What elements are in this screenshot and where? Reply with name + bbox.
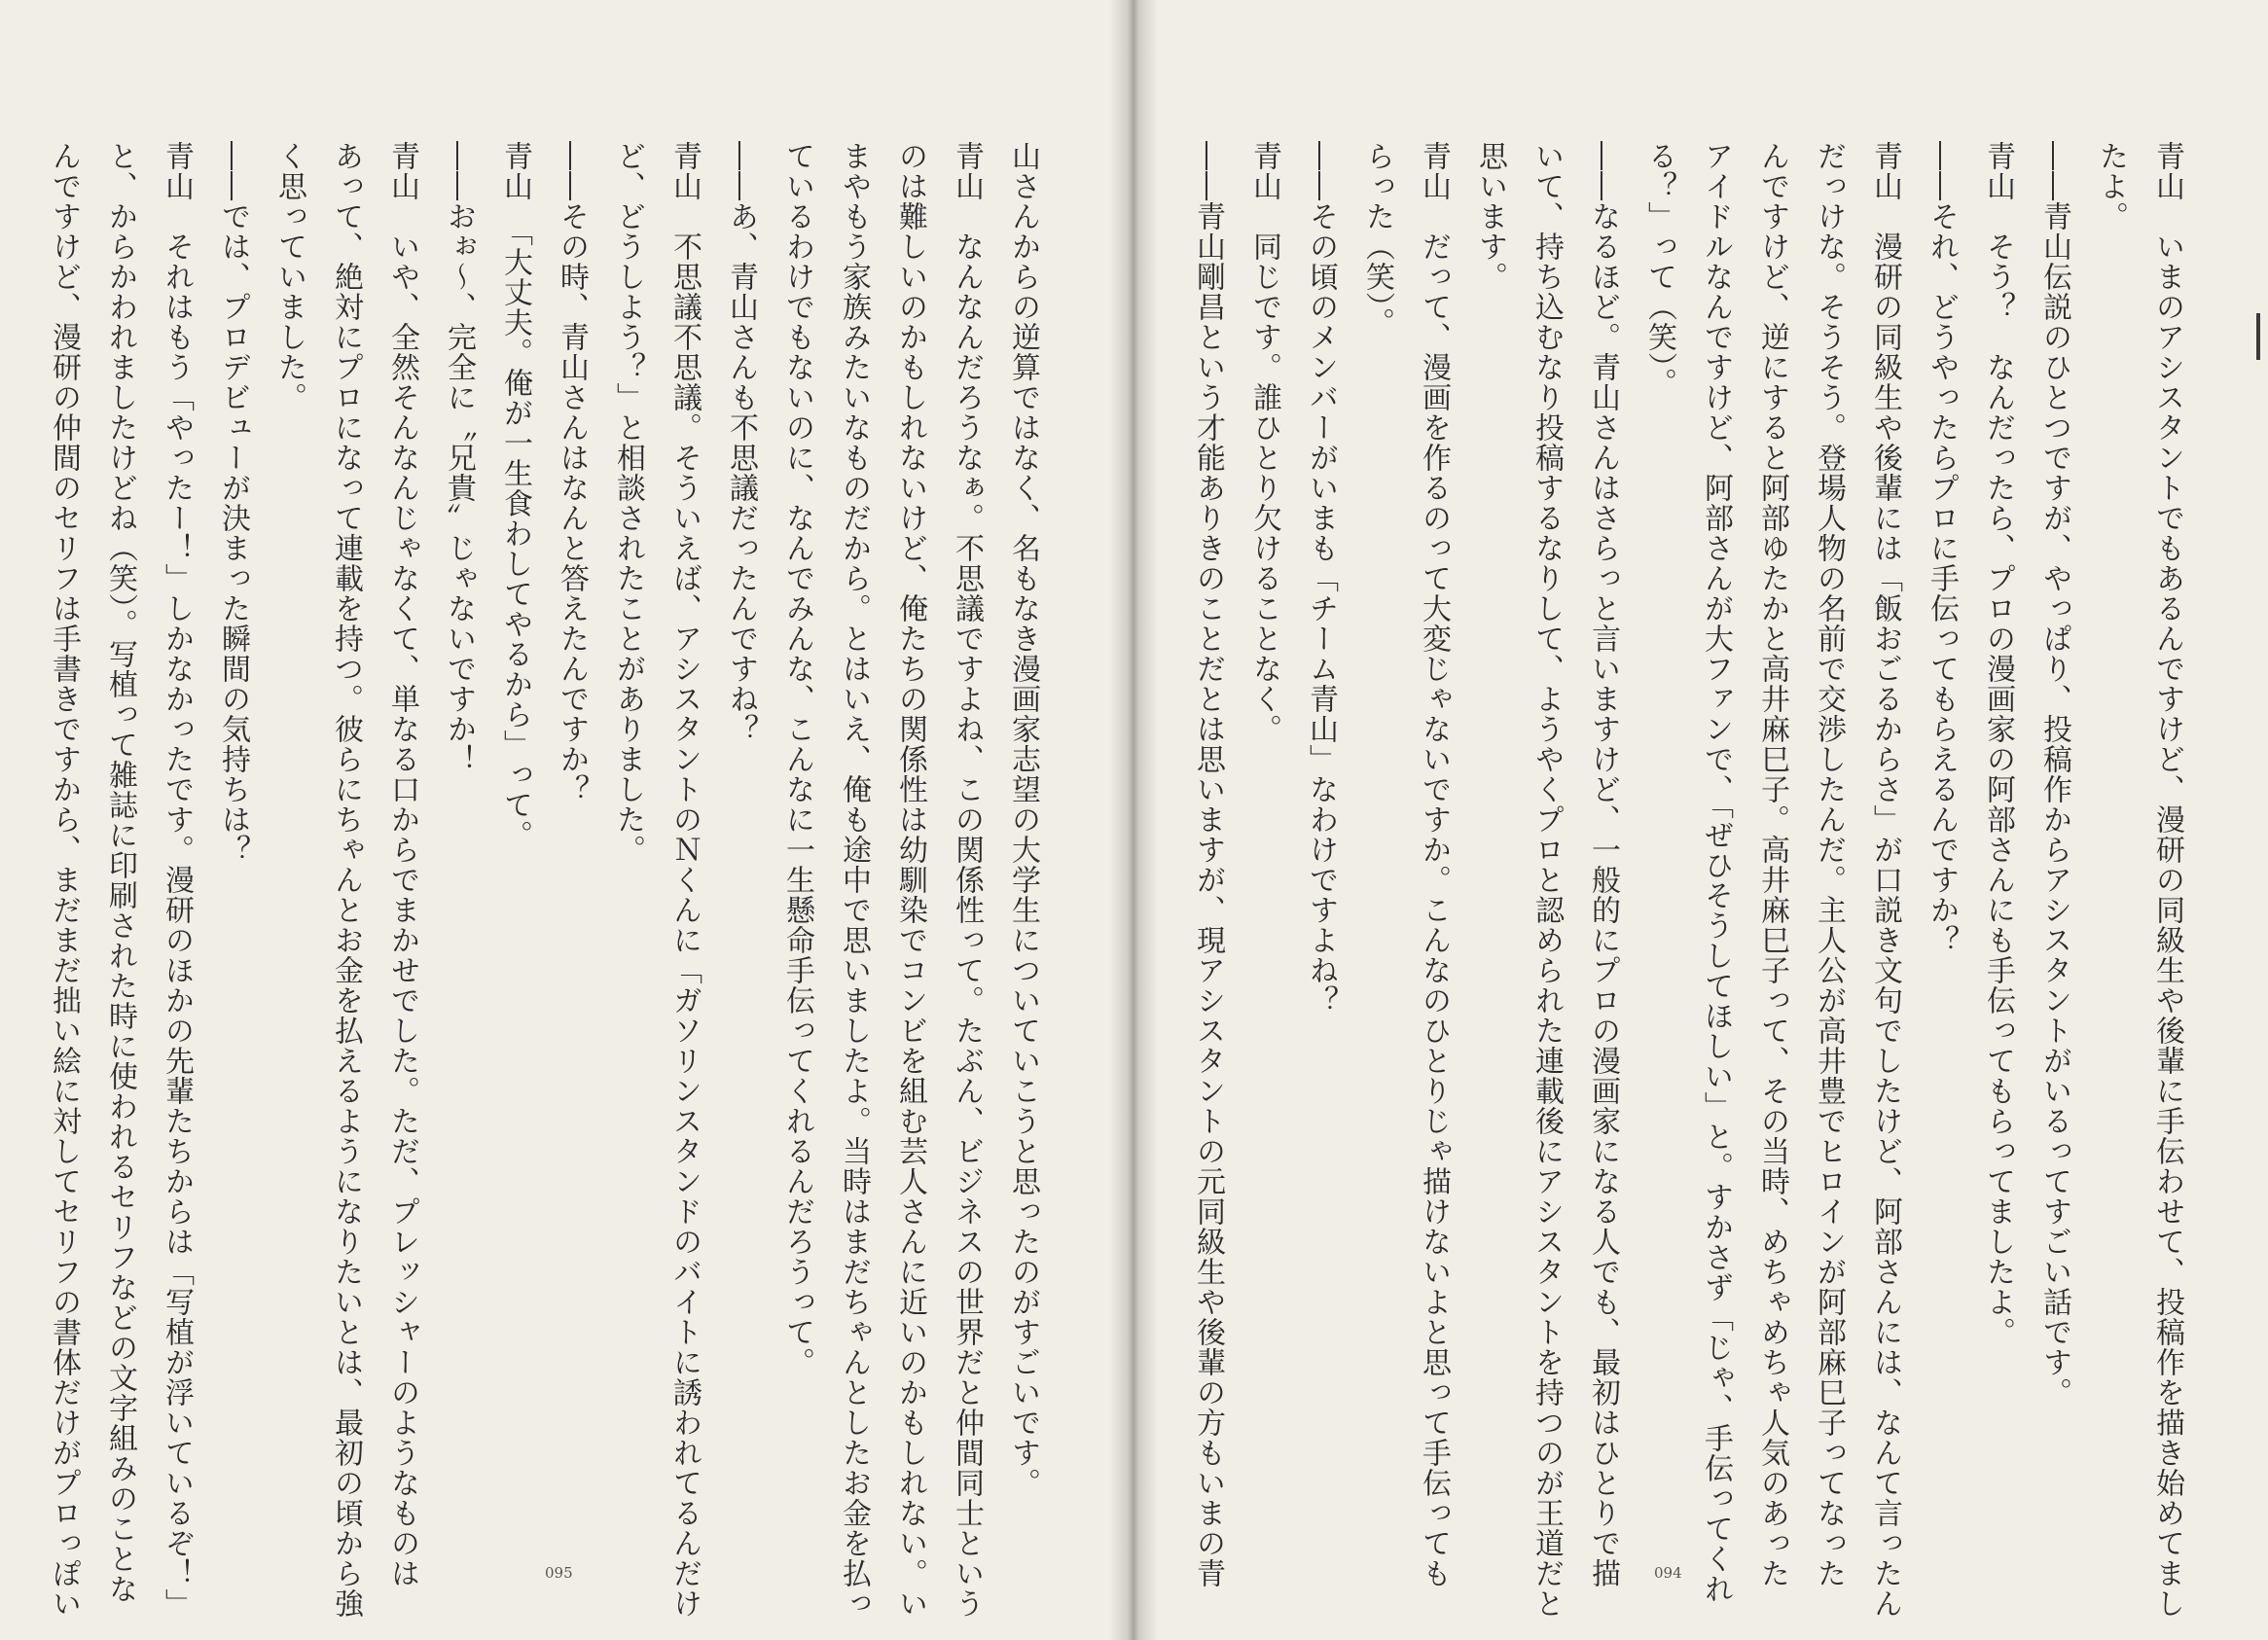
- text-line: ――それ、どうやったらプロに手伝ってもらえるんですか？: [1925, 141, 1959, 955]
- text-line: んですけど、漫研の仲間のセリフは手書きですから、まだまだ拙い絵に対してセリフの書体だけがプロっぽい: [47, 141, 81, 1619]
- text-line: アイドルなんですけど、阿部さんが大ファンで、「ぜひそうしてほしい」と。すかさず「じゃ、手伝ってくれ: [1699, 141, 1733, 1604]
- text-line: 山さんからの逆算ではなく、名もなき漫画家志望の大学生についていこうと思ったのがすごいです。: [1006, 141, 1040, 1498]
- text-line: ているわけでもないのに、なんでみんな、こんなに一生懸命手伝ってくれるんだろうって。: [780, 141, 814, 1377]
- text-line: ――おぉ～、完全に〝兄貴〟じゃないですか！: [442, 141, 476, 774]
- text-line: ――青山伝説のひとつですが、やっぱり、投稿作からアシスタントがいるってすごい話です。: [2037, 141, 2071, 1408]
- page-edge-mark: [2256, 313, 2260, 360]
- page-number: 095: [545, 1564, 573, 1582]
- text-line: 青山 なんなんだろうなぁ。不思議ですよね、この関係性って。たぶん、ビジネスの世界だと仲間同士という: [950, 141, 984, 1619]
- text-line: 青山 いや、全然そんなんじゃなくて、単なる口からでまかせでした。ただ、プレッシャーのようなものは: [385, 141, 419, 1588]
- right-page: [1136, 0, 2268, 1640]
- text-line: ――あ、青山さんも不思議だったんですね？: [724, 141, 758, 744]
- text-line: ――その頃のメンバーがいまも「チーム青山」なわけですよね？: [1304, 141, 1338, 1016]
- text-line: 青山 そう？ なんだったら、プロの漫画家の阿部さんにも手伝ってもらってましたよ。: [1981, 141, 2015, 1347]
- text-line: のは難しいのかもしれないけど、俺たちの関係性は幼馴染でコンビを組む芸人さんに近いのかもしれない。い: [893, 141, 927, 1619]
- text-line: ――青山剛昌という才能ありきのことだとは思いますが、現アシスタントの元同級生や後輩の方もいまの青: [1191, 141, 1225, 1588]
- text-line: ど、どうしよう？」と相談されたことがありました。: [611, 141, 645, 865]
- text-line: ――では、プロデビューが決まった瞬間の気持ちは？: [216, 141, 250, 865]
- text-line: まやもう家族みたいなものだから。とはいえ、俺も途中で思いましたよ。当時はまだちゃんとしたお金を払っ: [837, 141, 871, 1619]
- text-line: 青山 だって、漫画を作るのって大変じゃないですか。こんなのひとりじゃ描けないよと思って手伝っても: [1417, 141, 1451, 1588]
- text-line: 青山 漫研の同級生や後輩には「飯おごるからさ」が口説き文句でしたけど、阿部さんには、なんて言ったん: [1868, 141, 1902, 1619]
- text-line: 青山 同じです。誰ひとり欠けることなく。: [1247, 141, 1281, 744]
- text-line: る？」って（笑）。: [1642, 141, 1676, 398]
- left-page: [0, 0, 1129, 1640]
- text-line: 思います。: [1473, 141, 1507, 292]
- text-line: らった（笑）。: [1360, 141, 1394, 338]
- text-line: ――なるほど。青山さんはさらっと言いますけど、一般的にプロの漫画家になる人でも、最初はひとりで描: [1586, 141, 1620, 1588]
- text-line: 青山 不思議不思議。そういえば、アシスタントのＮくんに「ガソリンスタンドのバイトに誘われてるんだけ: [667, 141, 702, 1619]
- text-line: だっけな。そうそう。登場人物の名前で交渉したんだ。主人公が高井豊でヒロインが阿部麻巳子ってなった: [1812, 141, 1846, 1588]
- text-line: 青山 それはもう「やったー！」しかなかったです。漫研のほかの先輩たちからは「写植が浮いているぞ！」: [160, 141, 194, 1619]
- text-line: んですけど、逆にすると阿部ゆたかと高井麻巳子。高井麻巳子って、その当時、めちゃめちゃ人気のあった: [1755, 141, 1789, 1588]
- text-line: いて、持ち込むなり投稿するなりして、ようやくプロと認められた連載後にアシスタントを持つのが王道だと: [1530, 141, 1564, 1619]
- text-line: ――その時、青山さんはなんと答えたんですか？: [555, 141, 589, 804]
- text-line: く思っていました。: [272, 141, 306, 412]
- text-line: あって、絶対にプロになって連載を持つ。彼らにちゃんとお金を払えるようになりたいとは、最初の頃から強: [329, 141, 363, 1619]
- text-line: たよ。: [2094, 141, 2128, 232]
- text-line: と、からかわれましたけどね（笑）。写植って雑誌に印刷された時に使われるセリフなどの文字組みのことな: [103, 141, 137, 1604]
- text-line: 青山 いまのアシスタントでもあるんですけど、漫研の同級生や後輩に手伝わせて、投稿作を描き始めてまし: [2150, 141, 2184, 1619]
- book-gutter: [1109, 0, 1158, 1640]
- page-number: 094: [1654, 1564, 1682, 1582]
- text-line: 青山 「大丈夫。俺が一生食わしてやるから」って。: [498, 141, 532, 850]
